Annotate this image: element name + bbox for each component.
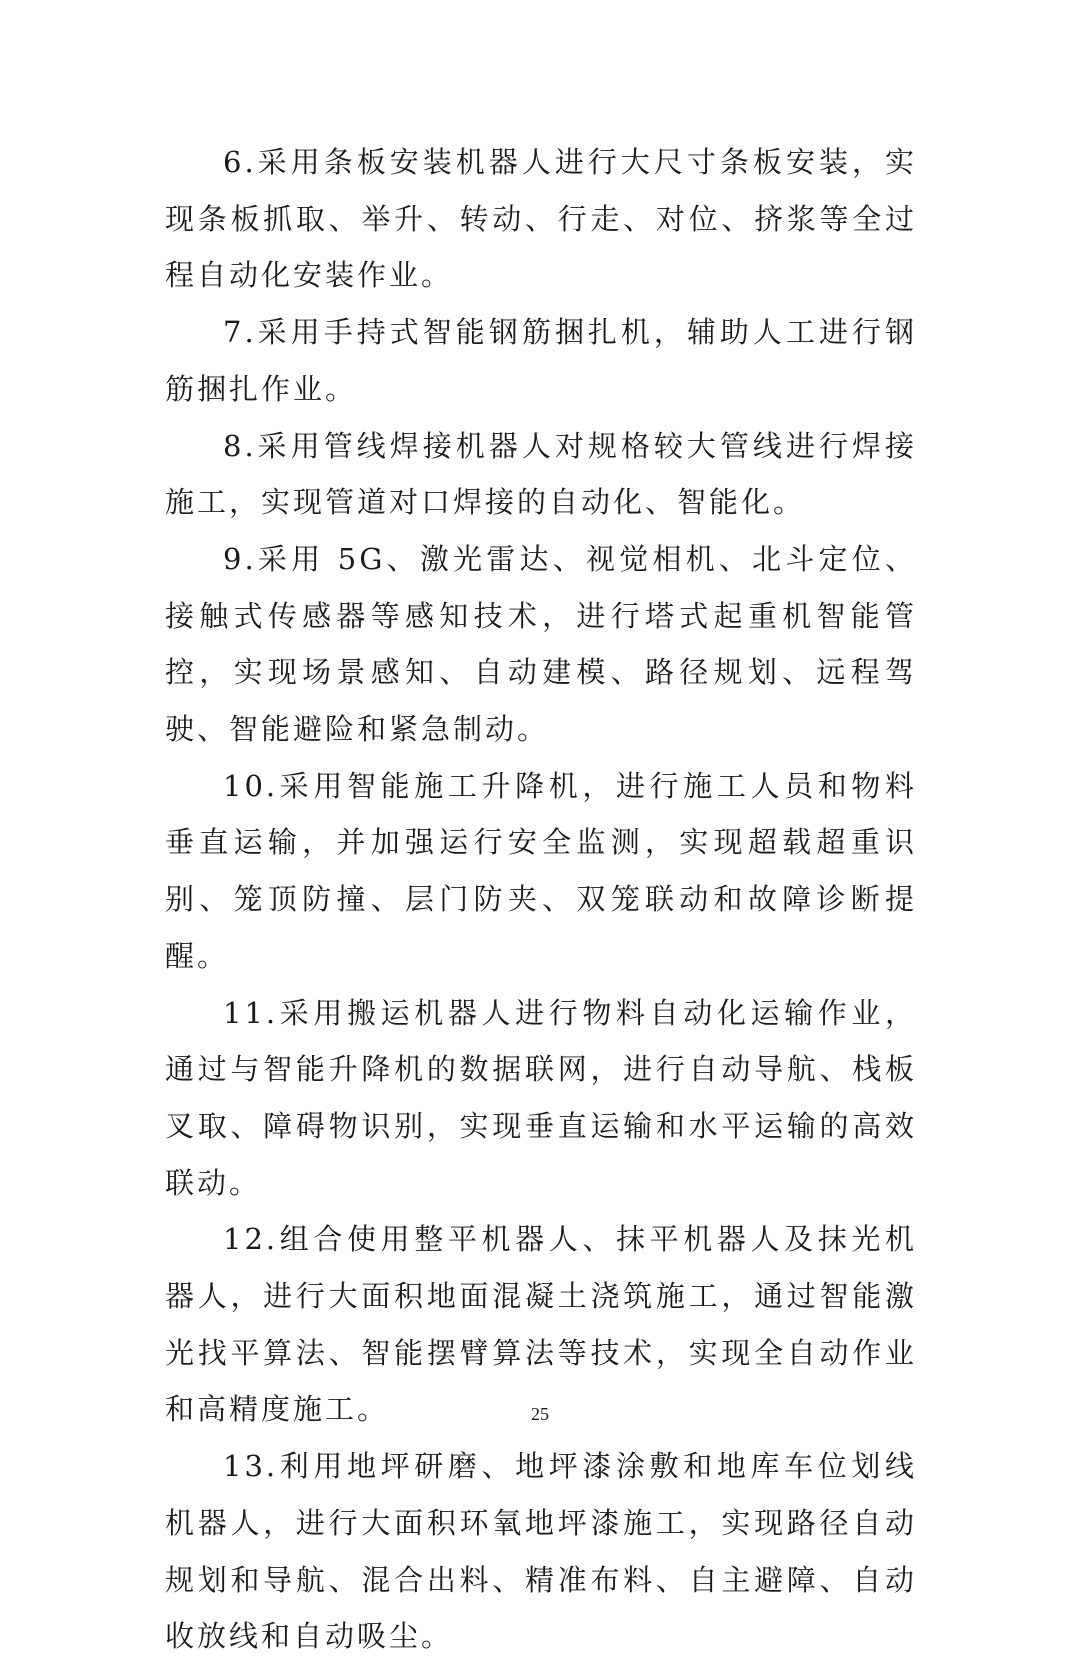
paragraph-9: 9.采用 5G、激光雷达、视觉相机、北斗定位、接触式传感器等感知技术，进行塔式起重机智能管控，实现场景感知、自动建模、路径规划、远程驾驶、智能避险和紧急制动。 [165,541,917,747]
paragraph-10: 10.采用智能施工升降机，进行施工人员和物料垂直运输，并加强运行安全监测，实现超载超重识别、笼顶防撞、层门防夹、双笼联动和故障诊断提醒。 [165,768,917,973]
paragraph-12: 12.组合使用整平机器人、抹平机器人及抹光机器人，进行大面积地面混凝土浇筑施工，通过智能激光找平算法、智能摆臂算法等技术，实现全自动作业和高精度施工。 [165,1222,917,1427]
document-body [165,134,917,1665]
paragraph-13: 13.利用地坪研磨、地坪漆涂敷和地库车位划线机器人，进行大面积环氧地坪漆施工，实现路径自动规划和导航、混合出料、精准布料、自主避障、自动收放线和自动吸尘。 [165,1449,917,1654]
page-number: 25 [531,1404,549,1424]
paragraph-7: 7.采用手持式智能钢筋捆扎机，辅助人工进行钢筋捆扎作业。 [165,315,917,406]
paragraph-11: 11.采用搬运机器人进行物料自动化运输作业，通过与智能升降机的数据联网，进行自动导航、栈板叉取、障碍物识别，实现垂直运输和水平运输的高效联动。 [165,995,917,1200]
paragraph-8: 8.采用管线焊接机器人对规格较大管线进行焊接施工，实现管道对口焊接的自动化、智能化。 [165,428,917,520]
paragraph-6: 6.采用条板安装机器人进行大尺寸条板安装，实现条板抓取、举升、转动、行走、对位、挤浆等全过程自动化安装作业。 [165,145,917,293]
